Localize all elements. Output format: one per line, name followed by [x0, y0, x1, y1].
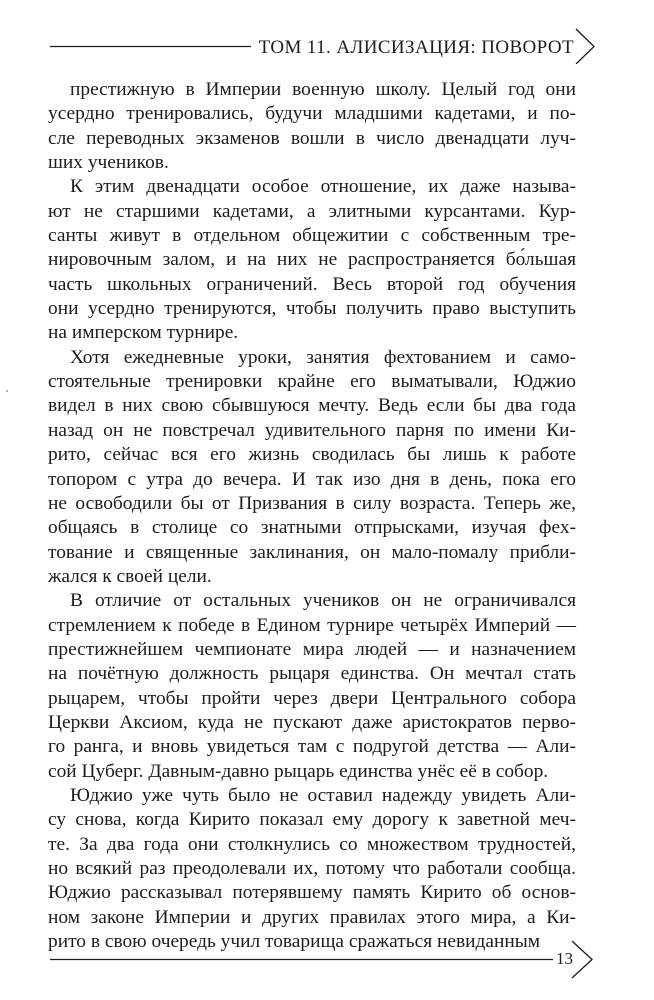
text-line: К этим двенадцати особое отношение, их даже называ-: [70, 176, 576, 198]
text-line: стремлением к победе в Едином турнире четырёх Империй —: [48, 614, 576, 636]
paragraph: [48, 175, 576, 345]
text-line: Хотя ежедневные уроки, занятия фехтованием и само-: [70, 346, 576, 368]
text-line: общаясь в столице со знатными отпрысками, изучая фех-: [48, 517, 576, 539]
text-line: В отличие от остальных учеников он не ограничивался: [70, 590, 576, 612]
paragraph: [48, 346, 576, 589]
text-line: рито, сейчас вся его жизнь сводилась бы лишь к работе: [48, 444, 576, 466]
footer-rule-ornament: [50, 940, 596, 980]
paragraph: [48, 784, 576, 954]
text-line: сой Цуберг. Давным-давно рыцарь единства унёс её в собор.: [48, 760, 549, 782]
text-line: Юджио рассказывал потерявшему память Кирито об основ-: [48, 882, 576, 904]
text-line: су снова, когда Кирито показал ему дорогу к заветной меч-: [48, 809, 576, 831]
text-line: усердно тренировались, будучи младшими кадетами, и по-: [48, 103, 576, 125]
text-line: жался к своей цели.: [48, 565, 212, 587]
running-header: [50, 28, 598, 64]
text-line: тование и священные заклинания, он мало-помалу прибли-: [48, 541, 576, 563]
text-line: часть школьных ограничений. Весь второй год обучения: [48, 273, 576, 295]
text-line: на имперском турнире.: [48, 322, 239, 344]
header-title: ТОМ 11. АЛИСИЗАЦИЯ: ПОВОРОТ: [251, 37, 578, 59]
text-line: они усердно тренируются, чтобы получить право выступить: [48, 298, 576, 320]
text-line: не освободили бы от Призвания в силу возраста. Теперь же,: [48, 492, 576, 514]
text-line: Церкви Аксиом, куда не пускают даже аристократов перво-: [48, 711, 576, 733]
text-line: топором с утра до вечера. И так изо дня в день, пока его: [48, 468, 576, 490]
text-line: стоятельные тренировки крайне его выматывали, Юджио: [48, 371, 576, 393]
text-line: видел в них свою сбывшуюся мечту. Ведь если бы два года: [48, 395, 576, 417]
paragraph: [48, 78, 576, 175]
text-line: Юджио уже чуть было не оставил надежду увидеть Али-: [70, 784, 576, 806]
text-line: назад он не повстречал удивительного парня по имени Ки-: [48, 419, 576, 441]
stray-scan-mark: [6, 390, 8, 392]
text-line: рыцарем, чтобы пройти через двери Центрального собора: [48, 687, 576, 709]
text-line: санты живут в отдельном общежитии с собственным тре-: [48, 225, 576, 247]
text-line: престижную в Империи военную школу. Целый год они: [70, 79, 576, 100]
header-chevron: [576, 29, 594, 64]
text-line: рито в свою очередь учил товарища сражаться невиданным: [48, 931, 541, 953]
body-text: [48, 78, 576, 954]
text-line: ших учеников.: [48, 152, 169, 174]
page-footer: [50, 940, 596, 980]
text-line: нировочным залом, и на них не распространяется бо́льшая: [48, 249, 576, 271]
text-line: ном законе Империи и других правилах этого мира, а Ки-: [48, 906, 576, 928]
text-line: сле переводных экзаменов вошли в число двенадцати луч-: [48, 127, 576, 149]
text-line: престижнейшем чемпионате мира людей — и назначением: [48, 638, 576, 660]
text-line: на почётную должность рыцаря единства. Он мечтал стать: [48, 663, 576, 685]
text-line: го ранга, и вновь увидеться там с подругой детства — Али-: [48, 736, 576, 758]
text-line: ют не старшими кадетами, а элитными курсантами. Кур-: [48, 200, 576, 222]
paragraph: [48, 589, 576, 784]
page-number: 13: [553, 949, 576, 969]
text-line: но всякий раз преодолевали их, потому что работали сообща.: [48, 858, 576, 879]
text-line: те. За два года они столкнулись со множеством трудностей,: [48, 833, 576, 855]
